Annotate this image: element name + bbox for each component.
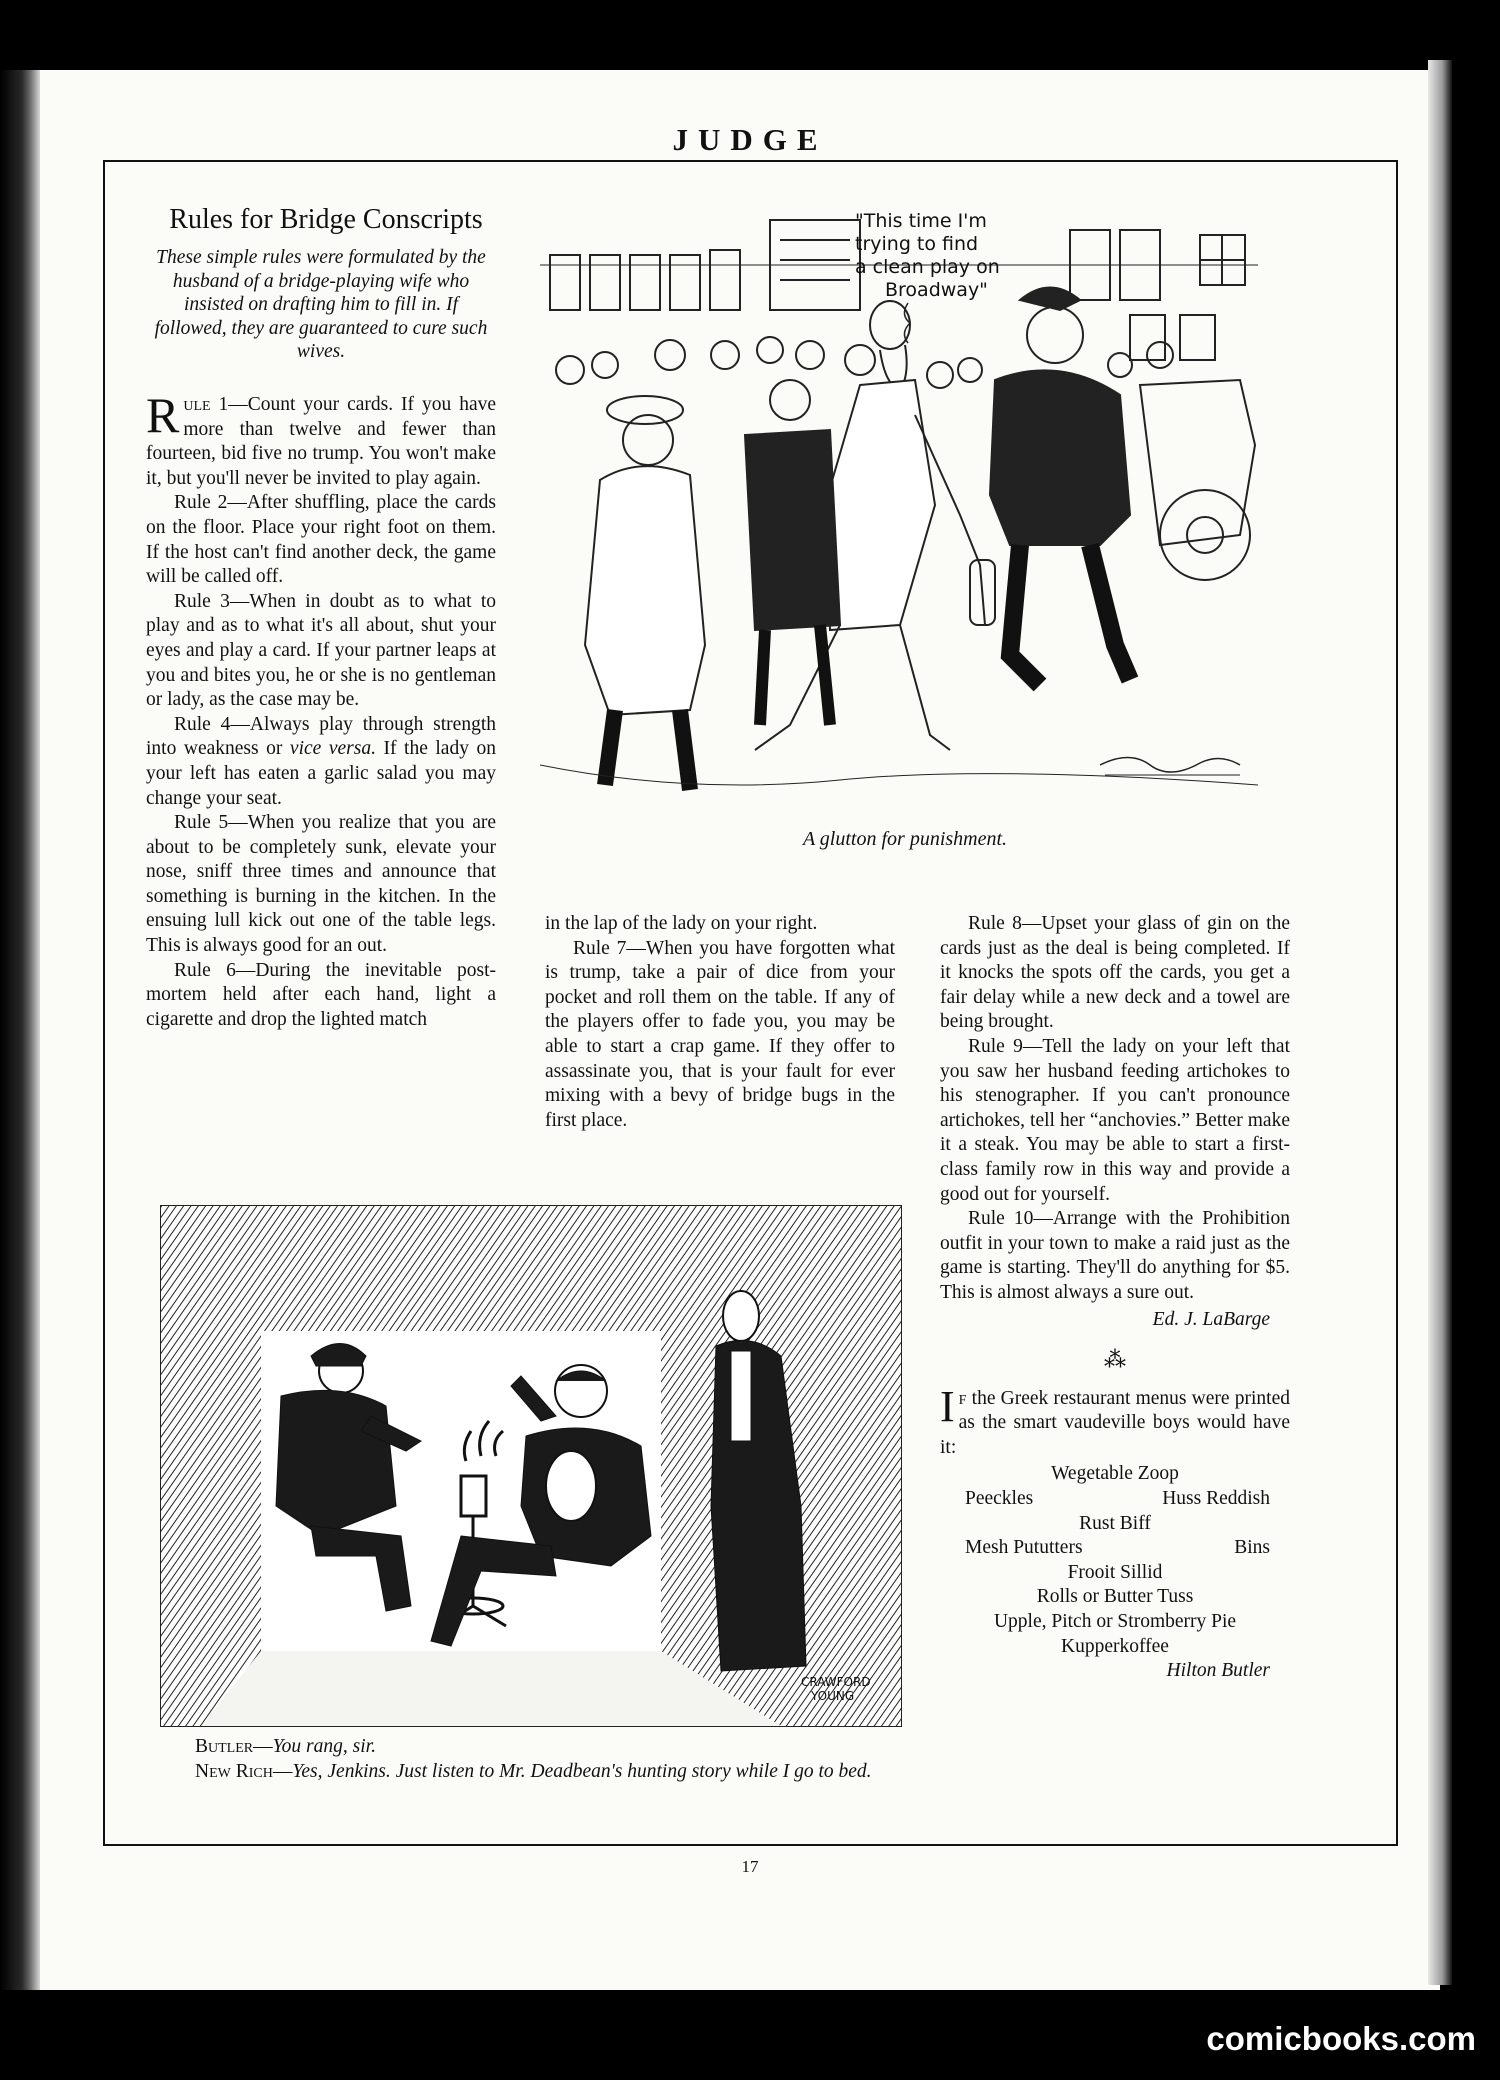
text-column-1 bbox=[146, 387, 496, 1032]
rule-6: Rule 6—During the inevitable post-mortem held after each hand, light a cigarette and drop the lighted match bbox=[146, 959, 496, 1030]
menu-row bbox=[940, 1536, 1290, 1561]
text-column-3 bbox=[940, 912, 1290, 1684]
drop-cap: R bbox=[146, 387, 180, 443]
menu-item: Upple, Pitch or Stromberry Pie bbox=[993, 1611, 1237, 1633]
street-cartoon bbox=[540, 205, 1258, 810]
menu-row bbox=[940, 1487, 1290, 1512]
menu-item: Frooit Sillid bbox=[1067, 1561, 1163, 1583]
article-intro: These simple rules were formulated by the husband of a bridge-playing wife who insisted on drafting him to fill in. If followed, they are guaranteed to cure such wives. bbox=[154, 247, 488, 362]
street-cartoon-caption: A glutton for punishment. bbox=[802, 828, 1008, 850]
rule-9: Rule 9—Tell the lady on your left that you saw her husband feeding artichokes to his stenographer. If you can't pronounce artichokes, tell her “anchovies.” Better make it a steak. You may be able to start a first-class family row in this way and provide a good out for yourself. bbox=[940, 1035, 1290, 1205]
article-title: Rules for Bridge Conscripts bbox=[169, 204, 483, 235]
page-edge bbox=[1428, 60, 1452, 1985]
rule-8: Rule 8—Upset your glass of gin on the cards just as the deal is being completed. If it knocks the spots off the cards, you get a fair delay while a new deck and a towel are being brought. bbox=[940, 913, 1290, 1033]
menu-item: Peeckles bbox=[965, 1488, 1034, 1510]
artist-signature: CRAWFORD bbox=[801, 1675, 871, 1689]
rule-5: Rule 5—When you realize that you are about to be completely sunk, elevate your nose, sniff three times and announce that something is burning in the kitchen. In the ensuing lull kick out one of the table legs. This is always good for an out. bbox=[146, 812, 496, 957]
menu-item: Kupperkoffee bbox=[1061, 1635, 1169, 1657]
speech-line: Broadway" bbox=[885, 279, 988, 301]
menu-item: Wegetable Zoop bbox=[1051, 1463, 1179, 1485]
page-number: 17 bbox=[741, 1857, 759, 1876]
rule-1: Rule 1—Count your cards. If you have more than twelve and fewer than fourteen, bid five no trump. You won't make it, but you'll never be invited to play again. bbox=[146, 387, 496, 489]
site-watermark: comicbooks.com bbox=[1206, 2020, 1476, 2057]
speech-line: trying to find bbox=[855, 233, 979, 255]
article-signature: Ed. J. LaBarge bbox=[1152, 1308, 1270, 1330]
menu-item: Rust Biff bbox=[1079, 1512, 1151, 1534]
rule-2: Rule 2—After shuffling, place the cards on the floor. Place your right foot on them. If the host can't find another deck, the game will be called off. bbox=[146, 492, 496, 588]
butler-scene-illustration bbox=[161, 1206, 901, 1726]
menu-item: Bins bbox=[1234, 1537, 1270, 1559]
menu-list bbox=[940, 1462, 1290, 1683]
butler-cartoon bbox=[160, 1205, 902, 1727]
book-spine bbox=[0, 70, 40, 1990]
drop-cap: I bbox=[940, 1381, 955, 1431]
menu-signature: Hilton Butler bbox=[1166, 1660, 1270, 1682]
rule-6-continued: in the lap of the lady on your right. bbox=[545, 913, 818, 934]
text-column-2 bbox=[545, 912, 895, 1133]
rule-10: Rule 10—Arrange with the Prohibition outfit in your town to make a raid just as the game is starting. They'll do anything for $5. This is almost always a sure out. bbox=[940, 1208, 1290, 1303]
caption-line: Butler—You rang, sir. bbox=[195, 1736, 376, 1757]
section-separator: ⁂ bbox=[1104, 1347, 1126, 1373]
rule-3: Rule 3—When in doubt as to what to play and as to what it's all about, shut your eyes and play a card. If your partner leaps at you and bites you, he or she is no gentleman or lady, as the case may be. bbox=[146, 590, 496, 711]
menu-item: Rolls or Butter Tuss bbox=[1036, 1586, 1194, 1608]
rule-7: Rule 7—When you have forgotten what is trump, take a pair of dice from your pocket and roll them on the table. If any of the players offer to fade you, you may be able to start a crap game. If they offer to assassinate you, that is your fault for ever mixing with a bevy of bridge bugs in the first place. bbox=[545, 937, 895, 1131]
speech-line: "This time I'm bbox=[855, 210, 987, 232]
artist-signature: YOUNG bbox=[811, 1689, 855, 1703]
speech-line: a clean play on bbox=[855, 256, 1000, 278]
masthead: JUDGE bbox=[672, 122, 828, 157]
butler-cartoon-caption bbox=[195, 1735, 885, 1784]
menu-item: Huss Reddish bbox=[1162, 1488, 1270, 1510]
menu-item: Mesh Pututters bbox=[965, 1537, 1083, 1559]
caption-line: New Rich—Yes, Jenkins. Just listen to Mr. Deadbean's hunting story while I go to bed. bbox=[195, 1760, 872, 1782]
rule-4: Rule 4—Always play through strength into weakness or vice versa. If the lady on your left has eaten a garlic salad you may change your seat. bbox=[146, 713, 496, 809]
menu-intro: If the Greek restaurant menus were printed as the smart vaudeville boys would have it: bbox=[940, 1381, 1290, 1458]
street-scene-illustration bbox=[540, 205, 1258, 810]
